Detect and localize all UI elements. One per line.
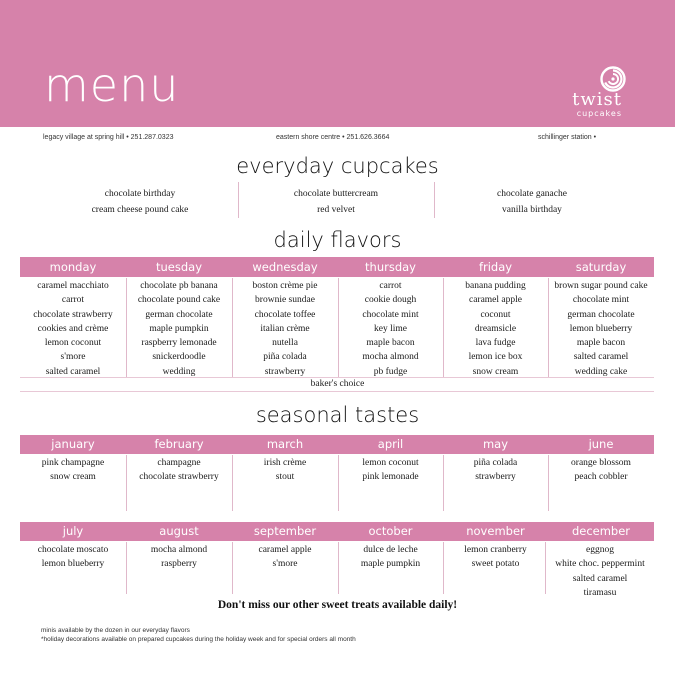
flavor-item: brownie sundae <box>255 295 315 306</box>
flavor-item: lemon blueberry <box>41 559 105 570</box>
month-column-october <box>338 543 443 572</box>
flavor-item: snow cream <box>472 366 519 377</box>
month-column-may <box>443 456 548 485</box>
flavor-item: eggnog <box>586 545 614 555</box>
flavor-item: chocolate moscato <box>37 545 109 555</box>
flavor-item: caramel apple <box>468 295 522 306</box>
day-column-wednesday <box>232 279 338 379</box>
bakers-choice: baker's choice <box>310 379 365 389</box>
day-header-thursday: thursday <box>365 260 416 274</box>
month-header-october: october <box>368 524 413 538</box>
flavor-item: cookie dough <box>364 295 417 306</box>
flavor-item: piña colada <box>473 458 518 468</box>
month-column-september <box>232 543 338 572</box>
flavor-item: lemon coconut <box>44 338 102 349</box>
day-header-wednesday: wednesday <box>252 260 318 274</box>
flavor-item: snow cream <box>50 472 96 483</box>
month-header-september: september <box>253 524 317 538</box>
everyday-column <box>432 186 632 218</box>
flavor-item: chocolate strawberry <box>139 472 219 483</box>
flavor-item: nutella <box>272 338 298 349</box>
header-banner <box>0 0 675 127</box>
day-column-friday <box>443 279 548 379</box>
tagline: Don't miss our other sweet treats available daily! <box>217 599 458 611</box>
flavor-item: chocolate mint <box>572 295 630 306</box>
flavor-item: s'more <box>272 559 298 570</box>
footnote: minis available by the dozen in our everyday flavors <box>41 627 190 634</box>
flavor-item: sweet potato <box>471 559 520 570</box>
month-column-june <box>548 456 654 485</box>
flavor-item: lava fudge <box>475 338 516 349</box>
flavor-item: salted caramel <box>572 573 628 584</box>
day-header-saturday: saturday <box>575 260 627 274</box>
day-column-tuesday <box>126 279 232 379</box>
flavor-item: mocha almond <box>150 545 208 555</box>
month-header-march: march <box>266 437 304 451</box>
flavor-item: vanilla birthday <box>502 205 562 215</box>
flavor-item: white choc. peppermint <box>555 559 645 570</box>
flavor-item: dulce de leche <box>363 545 418 555</box>
flavor-item: lemon blueberry <box>569 323 633 334</box>
flavor-item: orange blossom <box>571 458 631 468</box>
flavor-item: irish crème <box>263 458 307 468</box>
flavor-item: chocolate mint <box>362 309 419 320</box>
month-column-january <box>20 456 126 485</box>
month-header-december: december <box>571 524 631 538</box>
flavor-item: chocolate toffee <box>254 309 316 320</box>
month-column-july <box>20 543 126 572</box>
flavor-item: cookies and crème <box>37 323 109 334</box>
location-schillinger: schillinger station • <box>538 134 597 141</box>
flavor-item: key lime <box>374 323 407 334</box>
row-divider <box>20 377 654 378</box>
flavor-item: lemon cranberry <box>464 545 527 555</box>
flavor-item: chocolate ganache <box>497 189 567 199</box>
month-header-june: june <box>588 437 614 451</box>
flavor-item: carrot <box>61 295 85 306</box>
month-column-march <box>232 456 338 485</box>
day-column-thursday <box>338 279 443 379</box>
page-title: menu <box>44 58 180 112</box>
footnote: *holiday decorations available on prepared cupcakes during the holiday week and for special orders all month <box>41 636 356 643</box>
flavor-item: maple pumpkin <box>149 323 209 334</box>
day-column-monday <box>20 279 126 379</box>
daily-title: daily flavors <box>273 228 402 252</box>
flavor-item: stout <box>275 472 295 483</box>
flavor-item: italian crème <box>260 323 310 334</box>
flavor-item: lemon coconut <box>362 458 419 468</box>
brand-subtitle: cupcakes <box>576 109 622 118</box>
flavor-item: coconut <box>480 309 511 320</box>
day-column-saturday <box>541 279 661 379</box>
everyday-title: everyday cupcakes <box>236 154 439 178</box>
flavor-item: caramel apple <box>258 545 312 555</box>
month-column-august <box>126 543 232 572</box>
flavor-item: german chocolate <box>567 309 635 320</box>
flavor-item: chocolate pb banana <box>140 281 218 291</box>
flavor-item: piña colada <box>263 352 307 363</box>
month-header-august: august <box>159 524 199 538</box>
month-header-january: january <box>51 437 95 451</box>
flavor-item: cream cheese pound cake <box>91 205 189 215</box>
location-eastern-shore: eastern shore centre • 251.626.3664 <box>276 134 390 141</box>
location-legacy-village: legacy village at spring hill • 251.287.0323 <box>43 134 174 141</box>
flavor-item: pink champagne <box>41 458 105 468</box>
seasonal-title: seasonal tastes <box>255 403 420 427</box>
everyday-column <box>236 186 436 218</box>
day-header-monday: monday <box>49 260 97 274</box>
flavor-item: raspberry <box>161 559 197 570</box>
flavor-item: peach cobbler <box>574 472 628 483</box>
flavor-item: caramel macchiato <box>37 281 109 291</box>
flavor-item: salted caramel <box>573 352 629 363</box>
flavor-item: raspberry lemonade <box>141 338 217 349</box>
flavor-item: dreamsicle <box>474 323 517 334</box>
flavor-item: champagne <box>157 458 201 468</box>
flavor-item: snickerdoodle <box>152 352 206 363</box>
brand-name: twist <box>572 89 622 110</box>
flavor-item: lemon ice box <box>468 352 523 363</box>
month-header-february: february <box>154 437 204 451</box>
day-header-tuesday: tuesday <box>155 260 203 274</box>
flavor-item: brown sugar pound cake <box>554 281 648 291</box>
flavor-item: german chocolate <box>145 309 213 320</box>
flavor-item: maple bacon <box>576 338 626 349</box>
flavor-item: pb fudge <box>373 366 408 377</box>
flavor-item: chocolate strawberry <box>33 309 113 320</box>
flavor-item: red velvet <box>317 205 355 215</box>
flavor-item: pink lemonade <box>362 472 419 483</box>
row-divider <box>20 391 654 392</box>
day-header-friday: friday <box>478 260 513 274</box>
month-header-april: april <box>377 437 404 451</box>
flavor-item: salted caramel <box>45 366 101 377</box>
flavor-item: maple pumpkin <box>360 559 421 570</box>
month-column-december <box>543 543 657 600</box>
flavor-item: tiramasu <box>583 587 617 598</box>
flavor-item: s'more <box>60 352 86 363</box>
month-column-april <box>338 456 443 485</box>
everyday-column <box>40 186 240 218</box>
month-header-july: july <box>62 524 84 538</box>
month-column-february <box>126 456 232 485</box>
flavor-item: chocolate birthday <box>104 189 176 199</box>
flavor-item: banana pudding <box>465 281 526 291</box>
flavor-item: boston crème pie <box>252 281 318 291</box>
month-header-november: november <box>466 524 525 538</box>
flavor-item: wedding <box>162 366 196 377</box>
month-header-may: may <box>482 437 509 451</box>
flavor-item: chocolate buttercream <box>293 189 379 199</box>
flavor-item: strawberry <box>264 366 306 377</box>
month-column-november <box>443 543 548 572</box>
flavor-item: wedding cake <box>574 366 628 377</box>
flavor-item: strawberry <box>475 472 516 483</box>
logo <box>560 64 640 124</box>
flavor-item: chocolate pound cake <box>137 295 221 306</box>
flavor-item: maple bacon <box>366 338 415 349</box>
flavor-item: carrot <box>379 281 402 291</box>
flavor-item: mocha almond <box>362 352 419 363</box>
